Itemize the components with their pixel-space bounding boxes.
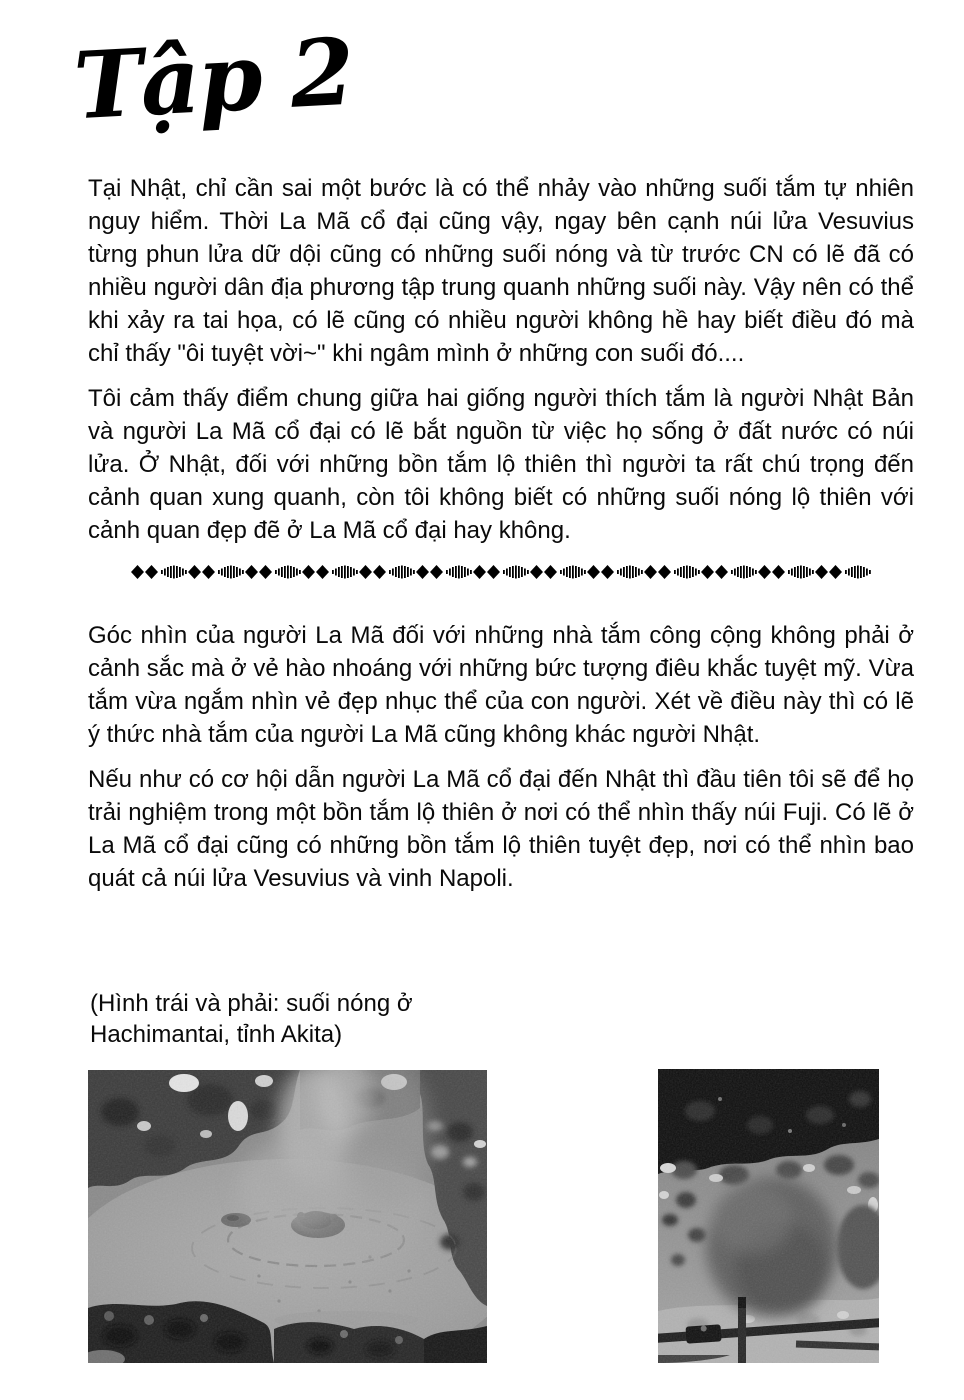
diamond-stripe-divider-icon [131, 565, 871, 579]
paragraph-3: Góc nhìn của người La Mã đối với những nhà tắm công cộng không phải ở cảnh sắc mà ở vẻ hào nhoáng với những bức tượng điêu khắc tuyệt mỹ. Vừa tắm vừa ngắm nhìn vẻ đẹp nhục thể của con người. Xét về điều này thì có lẽ ý thức nhà tắm của người La Mã cũng không khác người Nhật. [88, 622, 914, 748]
steam-vent-photo-image [658, 1069, 879, 1363]
photo-caption: (Hình trái và phải: suối nóng ở Hachimantai, tỉnh Akita) [90, 990, 413, 1048]
body-text [88, 172, 914, 907]
section-divider [131, 565, 871, 579]
photo-right-hot-spring [658, 1069, 879, 1363]
paragraph-4: Nếu như có cơ hội dẫn người La Mã cổ đại đến Nhật thì đầu tiên tôi sẽ để họ trải nghiệm trong một bồn tắm lộ thiên ở nơi có thể nhìn thấy núi Fuji. Có lẽ ở La Mã cổ đại cũng có những bồn tắm lộ thiên tuyệt đẹp, nơi có thể nhìn bao quát cả núi lửa Vesuvius và vinh Napoli. [88, 766, 914, 892]
paragraph-2: Tôi cảm thấy điểm chung giữa hai giống người thích tắm là người Nhật Bản và người La Mã cổ đại có lẽ bắt nguồn từ việc họ sống ở đất nước có núi lửa. Ở Nhật, đối với những bồn tắm lộ thiên thì người ta rất chú trọng đến cảnh quan xung quanh, còn tôi không biết có những suối nóng lộ thiên với cảnh quan đẹp đẽ ở La Mã cổ đại hay không. [88, 385, 914, 544]
photo-left-hot-spring [88, 1070, 487, 1363]
page-title: Tập 2 [71, 17, 356, 141]
paragraph-1: Tại Nhật, chỉ cần sai một bước là có thể nhảy vào những suối tắm tự nhiên nguy hiểm. Thời La Mã cổ đại cũng vậy, ngay bên cạnh núi lửa Vesuvius từng phun lửa dữ dội cũng có những suối nóng và từ trước CN có lẽ đã có nhiều người dân địa phương tập trung quanh những suối này. Vậy nên có thể khi xảy ra tai họa, có lẽ cũng có nhiều người không hề hay biết điều đó mà chỉ thấy "ôi tuyệt vời~" khi ngâm mình ở những con suối đó.... [88, 175, 914, 367]
mud-pool-photo-image [88, 1070, 487, 1363]
